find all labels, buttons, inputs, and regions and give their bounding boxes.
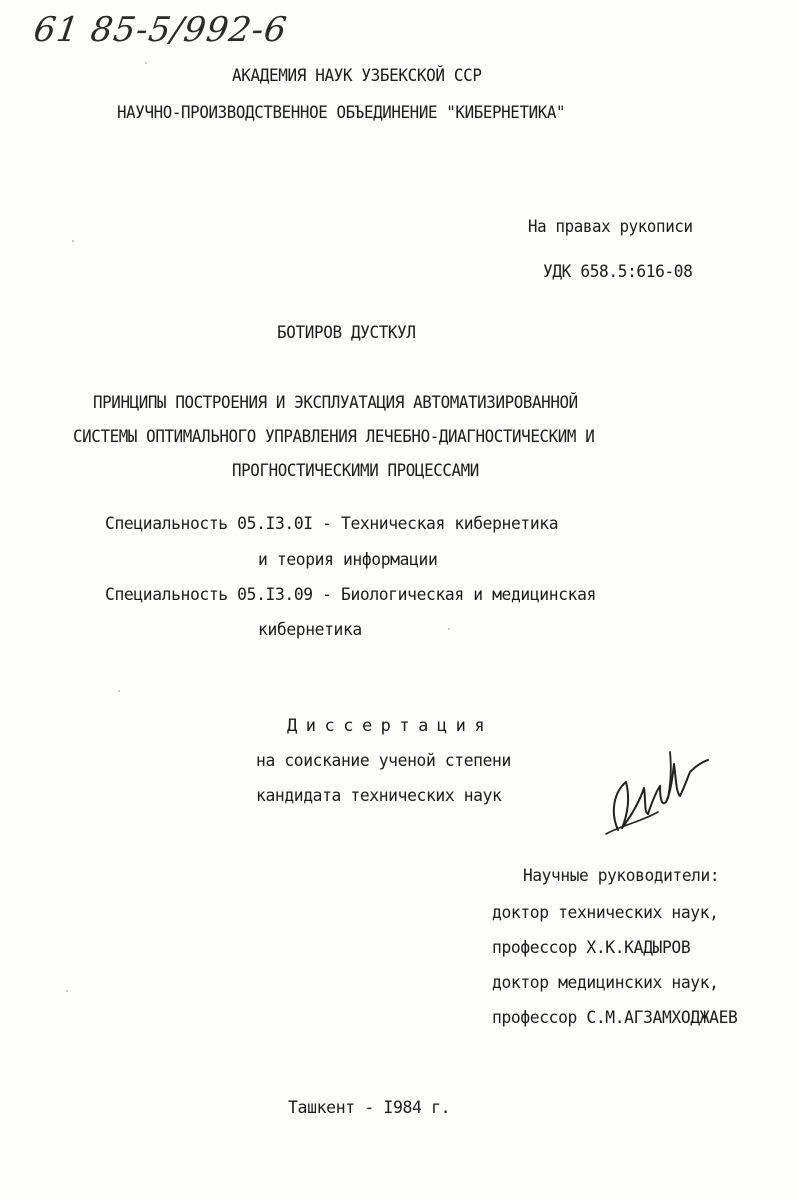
city-and-year: Ташкент - I984 г. — [288, 1098, 451, 1118]
dissertation-field-line: кандидата технических наук — [256, 786, 502, 806]
scan-speck — [72, 240, 74, 242]
scan-speck — [448, 628, 450, 630]
manuscript-rights-note: На правах рукописи — [528, 217, 693, 237]
specialty-2: Специальность 05.I3.09 - Биологическая и медицинская — [105, 585, 596, 605]
supervisor-1-name: профессор Х.К.КАДЫРОВ — [492, 938, 691, 958]
title-line-1: ПРИНЦИПЫ ПОСТРОЕНИЯ И ЭКСПЛУАТАЦИЯ АВТОМАТИЗИРОВАННОЙ — [93, 393, 578, 413]
specialty-1-continuation: и теория информации — [258, 550, 438, 570]
title-line-3: ПРОГНОСТИЧЕСКИМИ ПРОЦЕССАМИ — [232, 461, 479, 481]
supervisor-2-degree: доктор медицинских наук, — [492, 973, 719, 993]
scan-speck — [66, 990, 68, 992]
organization-name: НАУЧНО-ПРОИЗВОДСТВЕННОЕ ОБЪЕДИНЕНИЕ "КИБЕРНЕТИКА" — [117, 103, 566, 123]
specialty-2-continuation: кибернетика — [258, 620, 362, 640]
author-signature — [600, 742, 710, 842]
udk-code: УДК 658.5:616-08 — [543, 262, 693, 282]
supervisor-2-name: профессор С.М.АГЗАМХОДЖАЕВ — [492, 1008, 738, 1028]
dissertation-degree-line: на соискание ученой степени — [256, 751, 511, 771]
scan-speck — [145, 62, 147, 64]
dissertation-heading: Диссертация — [287, 716, 494, 736]
supervisor-1-degree: доктор технических наук, — [492, 903, 719, 923]
handwritten-archive-number: 61 85-5/992-6 — [31, 10, 290, 50]
academy-name: АКАДЕМИЯ НАУК УЗБЕКСКОЙ ССР — [232, 66, 482, 86]
author-name: БОТИРОВ ДУСТКУЛ — [277, 323, 416, 343]
title-line-2: СИСТЕМЫ ОПТИМАЛЬНОГО УПРАВЛЕНИЯ ЛЕЧЕБНО-ДИАГНОСТИЧЕСКИМ И — [73, 427, 595, 447]
scan-speck — [118, 690, 120, 692]
specialty-1: Специальность 05.I3.0I - Техническая кибернетика — [105, 514, 559, 534]
supervisors-heading: Научные руководители: — [523, 866, 720, 886]
